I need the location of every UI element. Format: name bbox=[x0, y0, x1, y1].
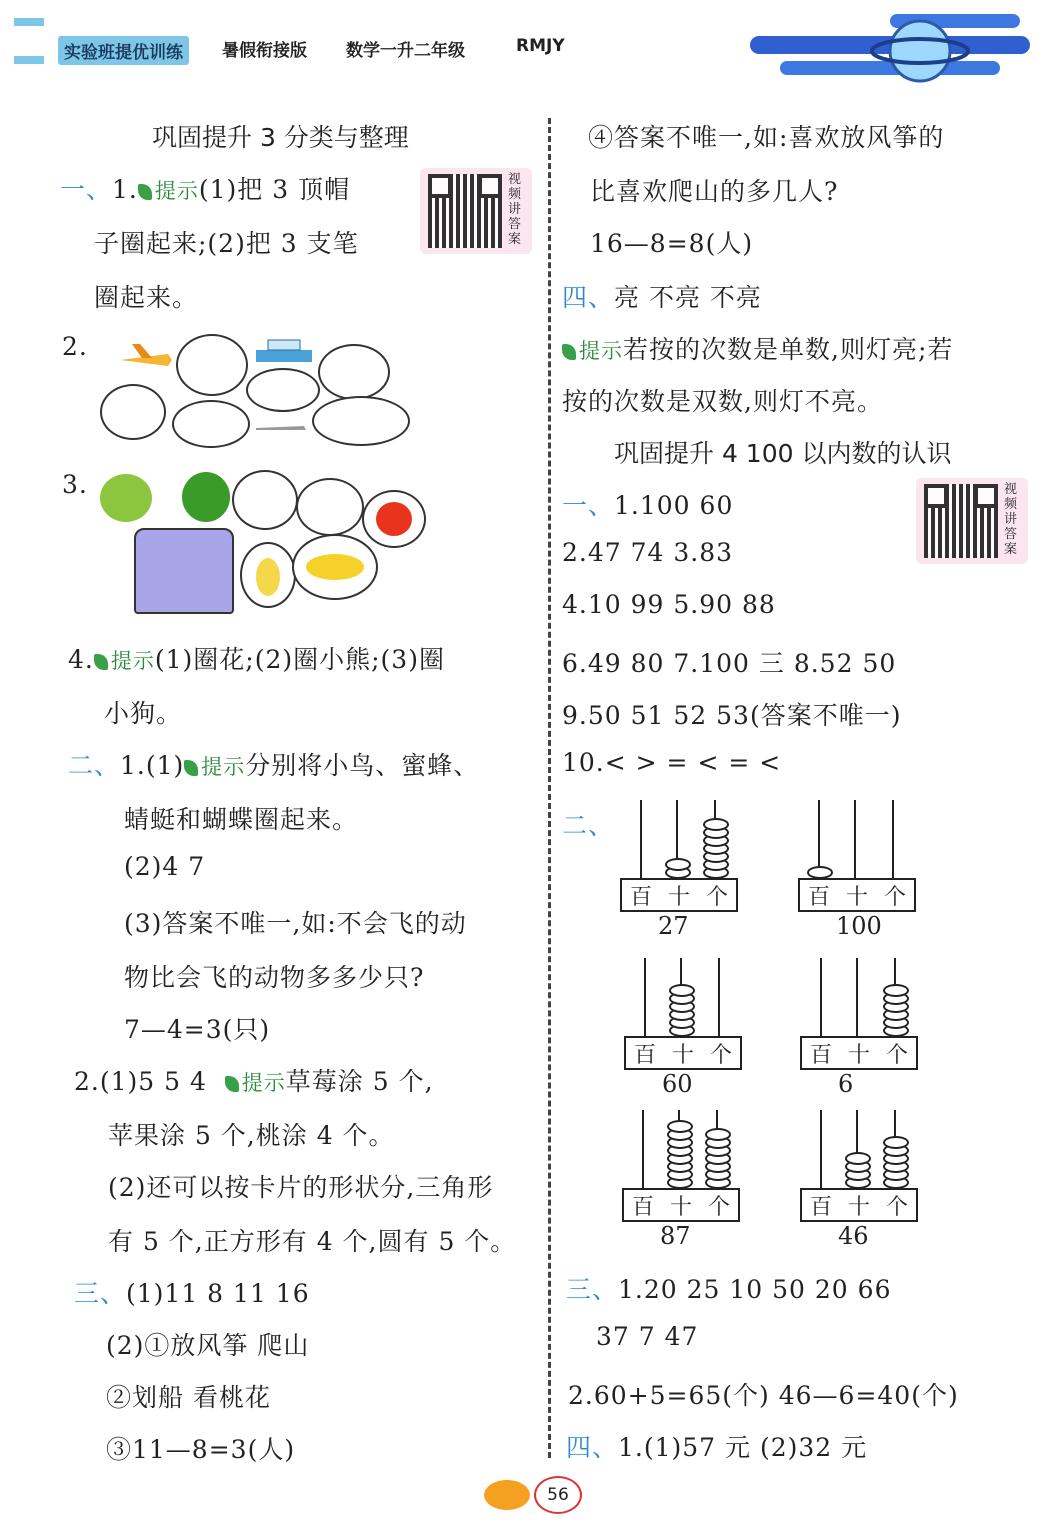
leaf-icon bbox=[562, 344, 576, 360]
question-number: 3. bbox=[62, 470, 88, 499]
abacus-bead bbox=[669, 984, 695, 997]
abacus-base bbox=[800, 1188, 918, 1222]
answer-line: ③11—8=3(人) bbox=[106, 1435, 296, 1464]
answer-line: 小狗。 bbox=[104, 699, 183, 728]
answer-line: 三、1.20 25 10 50 20 66 bbox=[566, 1275, 892, 1304]
answer-line: 提示若按的次数是单数,则灯亮;若 bbox=[562, 330, 953, 366]
abacus-place-label: 个 bbox=[885, 1042, 908, 1068]
answer-line: 苹果涂 5 个,桃涂 4 个。 bbox=[108, 1121, 395, 1150]
answer-line: 四、1.(1)57 元 (2)32 元 bbox=[566, 1433, 868, 1462]
answer-line: 4.10 99 5.90 88 bbox=[562, 590, 776, 619]
answer-line: 子圈起来;(2)把 3 支笔 bbox=[94, 229, 359, 258]
abacus-place-label: 十 bbox=[847, 1042, 870, 1068]
abacus-bead bbox=[883, 984, 909, 997]
abacus-place-label: 十 bbox=[667, 884, 690, 910]
page-mascot-icon bbox=[484, 1480, 530, 1510]
abacus-rod bbox=[820, 958, 822, 1044]
pepper-picture bbox=[182, 472, 230, 522]
leaf-icon bbox=[138, 184, 152, 200]
abacus-place-label: 百 bbox=[809, 1042, 832, 1068]
section-number: 二、 bbox=[562, 811, 615, 840]
abacus-rod bbox=[640, 800, 642, 886]
abacus-place-label: 个 bbox=[705, 884, 728, 910]
abacus-value: 60 bbox=[662, 1070, 693, 1098]
leaf-icon bbox=[225, 1076, 239, 1092]
abacus-place-label: 十 bbox=[669, 1194, 692, 1220]
airplane-icon bbox=[118, 342, 174, 378]
answer-line: 4. 提示(1)圈花;(2)圈小熊;(3)圈 bbox=[68, 645, 445, 674]
abacus-rod bbox=[718, 958, 720, 1044]
answer-line: ④答案不唯一,如:喜欢放风筝的 bbox=[588, 123, 945, 152]
abacus-place-label: 百 bbox=[809, 1194, 832, 1220]
answer-line: (3)答案不唯一,如:不会飞的动 bbox=[124, 909, 467, 938]
answer-line: 16—8=8(人) bbox=[590, 229, 754, 258]
answer-line: 蜻蜓和蝴蝶圈起来。 bbox=[124, 805, 359, 834]
abacus-value: 6 bbox=[838, 1070, 854, 1098]
abacus-place-label: 十 bbox=[847, 1194, 870, 1220]
abacus-value: 46 bbox=[838, 1222, 869, 1250]
abacus-place-label: 百 bbox=[629, 884, 652, 910]
abacus-bead bbox=[703, 818, 729, 831]
question-number: 2. bbox=[62, 332, 88, 361]
answer-line: 7—4=3(只) bbox=[124, 1015, 271, 1044]
abacus-place-label: 个 bbox=[885, 1194, 908, 1220]
section-title: 巩固提升 4 100 以内数的认识 bbox=[614, 439, 952, 468]
abacus-place-label: 百 bbox=[633, 1042, 656, 1068]
abacus bbox=[800, 1110, 918, 1230]
bus-picture bbox=[312, 396, 410, 446]
abacus-base bbox=[624, 1036, 742, 1070]
grapes-picture bbox=[232, 470, 298, 530]
answer-line: 比喜欢爬山的多几人? bbox=[590, 177, 839, 206]
abacus-bead bbox=[845, 1152, 871, 1165]
code-label: RMJY bbox=[516, 36, 565, 56]
banana-picture bbox=[292, 534, 378, 600]
abacus-rod bbox=[820, 1110, 822, 1196]
abacus bbox=[622, 1110, 740, 1230]
answer-line: 一、1.100 60 bbox=[562, 491, 734, 520]
subject-label: 数学一升二年级 bbox=[346, 41, 465, 61]
abacus bbox=[800, 958, 918, 1078]
abacus-bead bbox=[667, 1120, 693, 1133]
qr-code[interactable]: 视频讲答案 bbox=[420, 168, 532, 254]
header-decor-bar bbox=[14, 18, 44, 26]
header-decor-bar bbox=[14, 56, 44, 64]
jacket-picture bbox=[134, 528, 234, 614]
answer-line: 三、(1)11 8 11 16 bbox=[74, 1279, 310, 1308]
abacus-place-label: 个 bbox=[707, 1194, 730, 1220]
edition-label: 暑假衔接版 bbox=[222, 41, 307, 61]
answer-line: 圈起来。 bbox=[94, 283, 199, 312]
answer-line: 四、亮 不亮 不亮 bbox=[562, 283, 762, 312]
answer-line: 9.50 51 52 53(答案不唯一) bbox=[562, 701, 902, 730]
airplane-icon bbox=[254, 416, 308, 438]
abacus-base bbox=[620, 878, 738, 912]
answer-line: 2.(1)5 5 4 提示草莓涂 5 个, bbox=[74, 1067, 434, 1096]
abacus-place-label: 个 bbox=[883, 884, 906, 910]
abacus-base bbox=[622, 1188, 740, 1222]
abacus bbox=[620, 800, 738, 920]
tractor-picture bbox=[176, 334, 248, 396]
scooter-picture bbox=[100, 384, 166, 440]
abacus-bead bbox=[665, 858, 691, 871]
abacus-base bbox=[798, 878, 916, 912]
answer-line: (2)4 7 bbox=[124, 852, 206, 881]
abacus-place-label: 个 bbox=[709, 1042, 732, 1068]
abacus bbox=[798, 800, 916, 920]
answer-line: 6.49 80 7.100 三 8.52 50 bbox=[562, 649, 897, 678]
abacus-rod bbox=[642, 1110, 644, 1196]
answer-line: (2)还可以按卡片的形状分,三角形 bbox=[108, 1173, 494, 1202]
abacus-bead bbox=[883, 1136, 909, 1149]
abacus-place-label: 十 bbox=[845, 884, 868, 910]
car-picture bbox=[318, 344, 390, 400]
peach-picture bbox=[296, 478, 364, 536]
apple-picture bbox=[362, 490, 426, 548]
abacus-rod bbox=[856, 958, 858, 1044]
abacus-value: 87 bbox=[660, 1222, 691, 1250]
vegetable-picture bbox=[100, 474, 152, 522]
abacus-value: 100 bbox=[836, 912, 882, 940]
leaf-icon bbox=[184, 760, 198, 776]
car-picture bbox=[246, 368, 320, 412]
series-title: 实验班提优训练 bbox=[58, 36, 189, 65]
qr-code[interactable]: 视频讲答案 bbox=[916, 478, 1028, 564]
abacus-place-label: 十 bbox=[671, 1042, 694, 1068]
answer-line: 有 5 个,正方形有 4 个,圆有 5 个。 bbox=[108, 1227, 517, 1256]
abacus-base bbox=[800, 1036, 918, 1070]
answer-line: (2)①放风筝 爬山 bbox=[106, 1331, 310, 1360]
column-divider bbox=[548, 118, 551, 1458]
ship-icon bbox=[252, 332, 316, 366]
abacus-value: 27 bbox=[658, 912, 689, 940]
answer-line: 一、1. 提示(1)把 3 顶帽 bbox=[60, 175, 351, 204]
abacus-rod bbox=[644, 958, 646, 1044]
header-planet-illustration bbox=[740, 6, 1040, 96]
answer-line: 2.47 74 3.83 bbox=[562, 538, 734, 567]
abacus bbox=[624, 958, 742, 1078]
abacus-bead bbox=[705, 1128, 731, 1141]
answer-line: 二、1.(1) 提示分别将小鸟、蜜蜂、 bbox=[68, 751, 480, 780]
abacus-place-label: 百 bbox=[631, 1194, 654, 1220]
answer-line: ②划船 看桃花 bbox=[106, 1383, 271, 1412]
answer-line: 物比会飞的动物多多少只? bbox=[124, 963, 425, 992]
section-title: 巩固提升 3 分类与整理 bbox=[152, 123, 409, 152]
abacus-place-label: 百 bbox=[807, 884, 830, 910]
pear-picture bbox=[240, 542, 296, 608]
answer-line: 10.< > = < = < bbox=[562, 748, 782, 777]
truck-picture bbox=[172, 400, 250, 448]
abacus-rod bbox=[892, 800, 894, 886]
abacus-rod bbox=[854, 800, 856, 886]
answer-line: 2.60+5=65(个) 46—6=40(个) bbox=[568, 1381, 959, 1410]
answer-line: 37 7 47 bbox=[596, 1322, 699, 1351]
answer-line: 按的次数是双数,则灯不亮。 bbox=[562, 387, 883, 416]
leaf-icon bbox=[94, 654, 108, 670]
page-number: 56 bbox=[534, 1476, 582, 1514]
